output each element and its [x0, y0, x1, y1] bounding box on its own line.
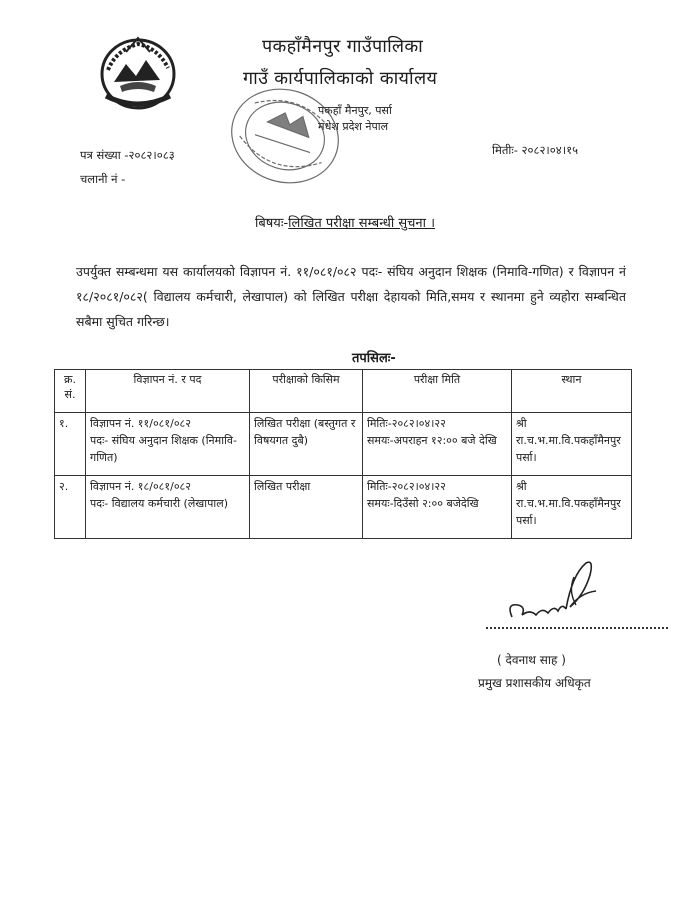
cell-venue: [512, 413, 632, 476]
col-header-sn: क्र. सं.: [55, 370, 86, 413]
subject-line: [255, 213, 435, 231]
cell-exam-date: [363, 476, 512, 539]
venue-name: रा.च.भ.मा.वि.पकहाँमैनपुर पर्सा।: [516, 497, 621, 527]
col-header-ad: विज्ञापन नं. र पद: [86, 370, 250, 413]
post-name: पदः- संघिय अनुदान शिक्षक (निमावि-गणित): [90, 434, 238, 464]
cell-ad-post: [86, 413, 250, 476]
reference-block: [80, 143, 175, 191]
cell-exam-type: लिखित परीक्षा (बस्तुगत र विषयगत दुबै): [250, 413, 363, 476]
signatory-title: प्रमुख प्रशासकीय अधिकृत: [478, 676, 591, 690]
table-row: [55, 413, 632, 476]
nepal-emblem-logo: [96, 30, 180, 116]
subject-text: लिखित परीक्षा सम्बन्धी सुचना ।: [288, 216, 436, 231]
signatory-name: ( देवनाथ साह ): [497, 653, 566, 667]
signature-line: [486, 627, 668, 629]
venue-prefix: श्री: [516, 417, 527, 430]
col-header-venue: स्थान: [512, 370, 632, 413]
office-stamp: [226, 84, 344, 188]
exam-time: समयः-अपराहन १२:०० बजे देखि: [367, 434, 497, 447]
exam-date: मितिः-२०८२।०४।२२: [367, 480, 446, 493]
ad-number: विज्ञापन नं. ११/०८१/०८२: [90, 417, 191, 430]
venue-prefix: श्री: [516, 480, 527, 493]
venue-name: रा.च.भ.मा.वि.पकहाँमैनपुर पर्सा।: [516, 434, 621, 464]
office-name: पकहाँमैनपुर गाउँपालिका: [262, 36, 424, 57]
post-name: पदः- विद्यालय कर्मचारी (लेखापाल): [90, 497, 229, 510]
notice-body: उपर्युक्त सम्बन्धमा यस कार्यालयको विज्ञापन नं. ११/०८१/०८२ पदः- संघिय अनुदान शिक्षक (निमावि-गणित) र विज्ञापन नं १८/२०८१/०८२( विद्यालय कर्मचारी, लेखापाल) को लिखित परीक्षा देहायको मिति,समय र स्थानमा हुने व्यहोरा सम्बन्धित सबैमा सुचित गरिन्छ।: [76, 264, 626, 329]
letter-date: मितीः- २०८२।०४।१५: [492, 143, 579, 157]
exam-time: समयः-दिउँसो २:०० बजेदेखि: [367, 497, 479, 510]
cell-exam-date: [363, 413, 512, 476]
address-line-2: मधेश प्रदेश नेपाल: [318, 120, 389, 133]
ad-number: विज्ञापन नं. १८/०८१/०८२: [90, 480, 191, 493]
office-subtitle: गाउँ कार्यपालिकाको कार्यालय: [243, 68, 438, 89]
cell-ad-post: [86, 476, 250, 539]
schedule-title: तपसिलः-: [352, 351, 396, 366]
cell-sn: १.: [55, 413, 86, 476]
cell-sn: २.: [55, 476, 86, 539]
handwritten-signature: [496, 555, 606, 635]
table-row: [55, 476, 632, 539]
cell-venue: [512, 476, 632, 539]
subject-prefix: बिषयः-: [255, 216, 289, 231]
table-header-row: [55, 370, 632, 413]
cell-exam-type: लिखित परीक्षा: [250, 476, 363, 539]
col-header-type: परीक्षाको किसिम: [250, 370, 363, 413]
col-header-date: परीक्षा मिति: [363, 370, 512, 413]
exam-schedule-table: [54, 369, 632, 539]
exam-date: मितिः-२०८२।०४।२२: [367, 417, 446, 430]
address-line-1: पकहाँ मैनपुर, पर्सा: [318, 104, 392, 117]
dispatch-number: चलानी नं -: [80, 172, 126, 186]
letter-number: पत्र संख्या -२०८२।०८३: [80, 148, 175, 162]
